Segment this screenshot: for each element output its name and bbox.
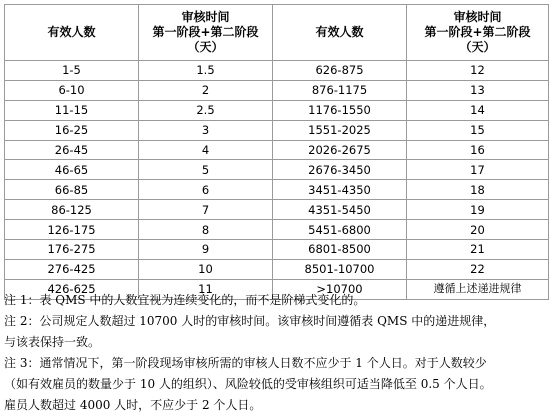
table-row [5, 240, 549, 260]
table-cell: 18 [407, 180, 549, 200]
table-cell: 6801-8500 [273, 240, 407, 260]
table-cell: 17 [407, 160, 549, 180]
table-cell: 5 [139, 160, 273, 180]
table-cell: 4 [139, 140, 273, 160]
table-cell: 7 [139, 200, 273, 220]
header-effective-people [5, 5, 139, 61]
table-cell: 26-45 [5, 140, 139, 160]
table-cell: 遵循上述递进规律 [407, 279, 549, 299]
table-cell: 5451-6800 [273, 220, 407, 240]
table-cell: 11-15 [5, 100, 139, 120]
table-cell: 276-425 [5, 259, 139, 279]
table-header-row [5, 5, 549, 61]
note-line: 注 2：公司规定人数超过 10700 人时的审核时间。该审核时间遵循表 QMS 中的递进规律， [4, 314, 496, 328]
table-cell: 2.5 [139, 100, 273, 120]
table-cell: 8501-10700 [273, 259, 407, 279]
table-cell: 21 [407, 240, 549, 260]
header-line: 第一阶段+第二阶段 [152, 25, 259, 39]
table-cell: 3451-4350 [273, 180, 407, 200]
header-line: 第一阶段+第二阶段 [424, 25, 531, 39]
table-cell: 12 [407, 61, 549, 81]
table-cell: 9 [139, 240, 273, 260]
table-row [5, 259, 549, 279]
table-cell: 2676-3450 [273, 160, 407, 180]
note-line: 雇员人数超过 4000 人时，不应少于 2 个人日。 [4, 398, 262, 412]
note-line: 与该表保持一致。 [4, 335, 101, 349]
header-line: 审核时间 [181, 10, 230, 24]
header-line: （天） [187, 40, 224, 54]
header-line: 有效人数 [315, 25, 364, 39]
table-cell: 626-875 [273, 61, 407, 81]
note-line: （如有效雇员的数量少于 10 人的组织）、风险较低的受审核组织可适当降低至 0.5 个人日。 [4, 377, 492, 391]
header-effective-people [273, 5, 407, 61]
table-cell: >10700 [273, 279, 407, 299]
table-cell: 6-10 [5, 80, 139, 100]
table-cell: 2026-2675 [273, 140, 407, 160]
table-row [5, 180, 549, 200]
table-cell: 14 [407, 100, 549, 120]
table-cell: 16-25 [5, 120, 139, 140]
table-row [5, 100, 549, 120]
note-line: 注 1：表 QMS 中的人数宜视为连续变化的，而不是阶梯式变化的。 [4, 293, 366, 307]
table-cell: 11 [139, 279, 273, 299]
table-cell: 1-5 [5, 61, 139, 81]
table-cell: 66-85 [5, 180, 139, 200]
table-cell: 4351-5450 [273, 200, 407, 220]
table-cell: 1176-1550 [273, 100, 407, 120]
table-row [5, 80, 549, 100]
header-audit-time [407, 5, 549, 61]
table-cell: 6 [139, 180, 273, 200]
table-row [5, 140, 549, 160]
table-cell: 16 [407, 140, 549, 160]
audit-time-table [4, 4, 549, 300]
table-cell: 2 [139, 80, 273, 100]
table-cell: 10 [139, 259, 273, 279]
table-row [5, 220, 549, 240]
table-cell: 19 [407, 200, 549, 220]
table-cell: 13 [407, 80, 549, 100]
note-line: 注 3：通常情况下，第一阶段现场审核所需的审核人日数不应少于 1 个人日。对于人数较少 [4, 356, 487, 370]
header-line: （天） [459, 40, 496, 54]
header-line: 审核时间 [453, 10, 502, 24]
table-cell: 46-65 [5, 160, 139, 180]
table-cell: 8 [139, 220, 273, 240]
table-body [5, 61, 549, 300]
table-cell: 1.5 [139, 61, 273, 81]
header-line: 有效人数 [47, 25, 96, 39]
table-cell: 15 [407, 120, 549, 140]
table-cell: 426-625 [5, 279, 139, 299]
table-cell: 176-275 [5, 240, 139, 260]
table-cell: 86-125 [5, 200, 139, 220]
table-cell: 126-175 [5, 220, 139, 240]
table-cell: 20 [407, 220, 549, 240]
table-cell: 22 [407, 259, 549, 279]
table-cell: 876-1175 [273, 80, 407, 100]
table-cell: 3 [139, 120, 273, 140]
table-cell: 1551-2025 [273, 120, 407, 140]
notes-section [4, 290, 552, 416]
header-audit-time [139, 5, 273, 61]
table-row [5, 160, 549, 180]
table-row [5, 61, 549, 81]
table-row [5, 120, 549, 140]
table-row [5, 200, 549, 220]
